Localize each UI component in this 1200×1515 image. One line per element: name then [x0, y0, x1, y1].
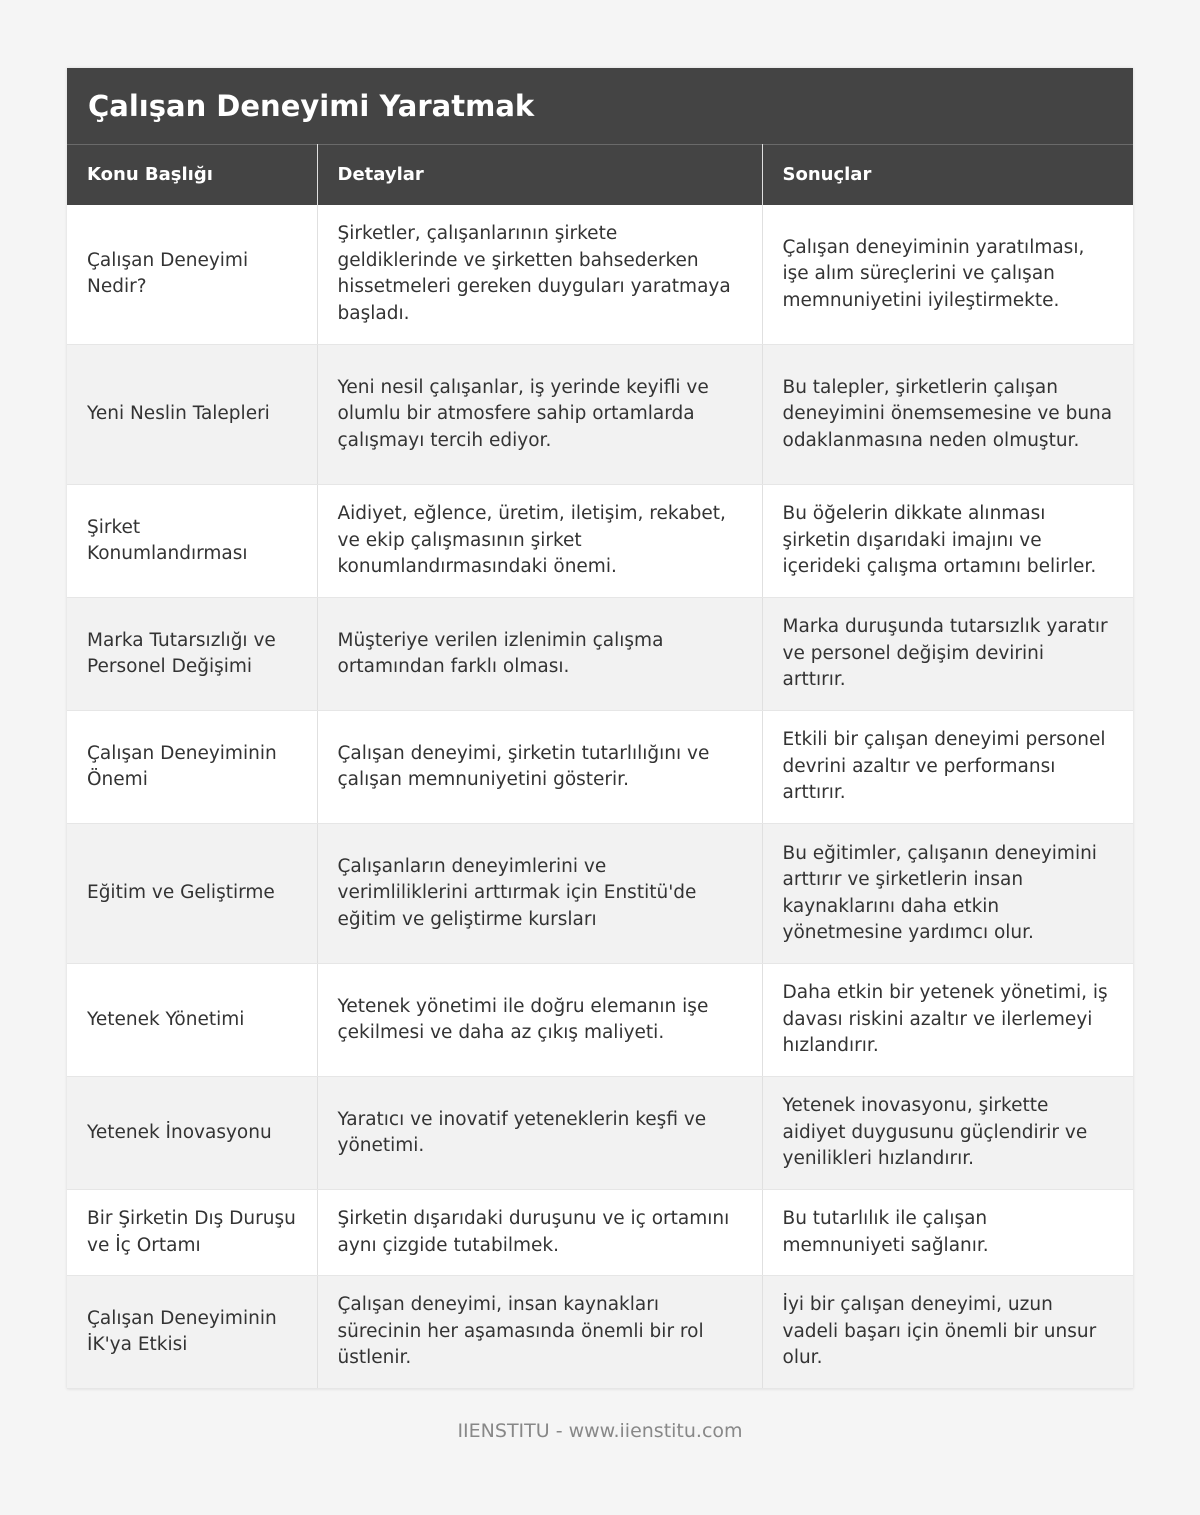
cell-details: Çalışan deneyimi, insan kaynakları sürecinin her aşamasında önemli bir rol üstlenir.: [317, 1276, 762, 1389]
table-row: [67, 1276, 1133, 1389]
cell-details: Çalışan deneyimi, şirketin tutarlılığını ve çalışan memnuniyetini gösterir.: [317, 711, 762, 824]
cell-topic: Şirket Konumlandırması: [67, 485, 317, 598]
column-header-details: Detaylar: [317, 145, 762, 205]
column-header-results: Sonuçlar: [762, 145, 1133, 205]
table-row: [67, 824, 1133, 964]
cell-results: Daha etkin bir yetenek yönetimi, iş davası riskini azaltır ve ilerlemeyi hızlandırır.: [762, 964, 1133, 1077]
cell-details: Yaratıcı ve inovatif yeteneklerin keşfi ve yönetimi.: [317, 1077, 762, 1190]
table-card: [67, 68, 1133, 1389]
cell-details: Yeni nesil çalışanlar, iş yerinde keyifli ve olumlu bir atmosfere sahip ortamlarda çalışmayı tercih ediyor.: [317, 345, 762, 485]
cell-results: Marka duruşunda tutarsızlık yaratır ve personel değişim devirini arttırır.: [762, 598, 1133, 711]
cell-details: Şirketin dışarıdaki duruşunu ve iç ortamını aynı çizgide tutabilmek.: [317, 1190, 762, 1276]
table-row: [67, 345, 1133, 485]
column-header-topic: Konu Başlığı: [67, 145, 317, 205]
cell-topic: Çalışan Deneyiminin İK'ya Etkisi: [67, 1276, 317, 1389]
cell-topic: Yetenek Yönetimi: [67, 964, 317, 1077]
cell-topic: Yeni Neslin Talepleri: [67, 345, 317, 485]
cell-results: Yetenek inovasyonu, şirkette aidiyet duygusunu güçlendirir ve yenilikleri hızlandırır.: [762, 1077, 1133, 1190]
content-table: [67, 144, 1133, 1389]
cell-results: Bu eğitimler, çalışanın deneyimini arttırır ve şirketlerin insan kaynaklarını daha etkin yönetmesine yardımcı olur.: [762, 824, 1133, 964]
cell-topic: Bir Şirketin Dış Duruşu ve İç Ortamı: [67, 1190, 317, 1276]
cell-details: Aidiyet, eğlence, üretim, iletişim, rekabet, ve ekip çalışmasının şirket konumlandırmasındaki önemi.: [317, 485, 762, 598]
cell-topic: Çalışan Deneyimi Nedir?: [67, 205, 317, 345]
cell-details: Yetenek yönetimi ile doğru elemanın işe çekilmesi ve daha az çıkış maliyeti.: [317, 964, 762, 1077]
cell-results: Etkili bir çalışan deneyimi personel devrini azaltır ve performansı arttırır.: [762, 711, 1133, 824]
cell-topic: Yetenek İnovasyonu: [67, 1077, 317, 1190]
table-row: [67, 205, 1133, 345]
title-bar: [67, 68, 1133, 144]
cell-details: Şirketler, çalışanlarının şirkete geldiklerinde ve şirketten bahsederken hissetmeleri gereken duyguları yaratmaya başladı.: [317, 205, 762, 345]
cell-details: Çalışanların deneyimlerini ve verimliliklerini arttırmak için Enstitü'de eğitim ve geliştirme kursları: [317, 824, 762, 964]
cell-details: Müşteriye verilen izlenimin çalışma ortamından farklı olması.: [317, 598, 762, 711]
cell-results: İyi bir çalışan deneyimi, uzun vadeli başarı için önemli bir unsur olur.: [762, 1276, 1133, 1389]
table-row: [67, 1077, 1133, 1190]
cell-results: Bu tutarlılık ile çalışan memnuniyeti sağlanır.: [762, 1190, 1133, 1276]
cell-topic: Çalışan Deneyiminin Önemi: [67, 711, 317, 824]
page-title: Çalışan Deneyimi Yaratmak: [88, 89, 535, 123]
cell-topic: Eğitim ve Geliştirme: [67, 824, 317, 964]
cell-results: Bu öğelerin dikkate alınması şirketin dışarıdaki imajını ve içerideki çalışma ortamını belirler.: [762, 485, 1133, 598]
table-row: [67, 485, 1133, 598]
cell-results: Bu talepler, şirketlerin çalışan deneyimini önemsemesine ve buna odaklanmasına neden olmuştur.: [762, 345, 1133, 485]
table-row: [67, 598, 1133, 711]
footer-credit: IIENSTITU - www.iienstitu.com: [457, 1420, 743, 1442]
table-row: [67, 964, 1133, 1077]
cell-topic: Marka Tutarsızlığı ve Personel Değişimi: [67, 598, 317, 711]
table-row: [67, 1190, 1133, 1276]
cell-results: Çalışan deneyiminin yaratılması, işe alım süreçlerini ve çalışan memnuniyetini iyileştirmekte.: [762, 205, 1133, 345]
table-row: [67, 711, 1133, 824]
table-header-row: [67, 145, 1133, 205]
